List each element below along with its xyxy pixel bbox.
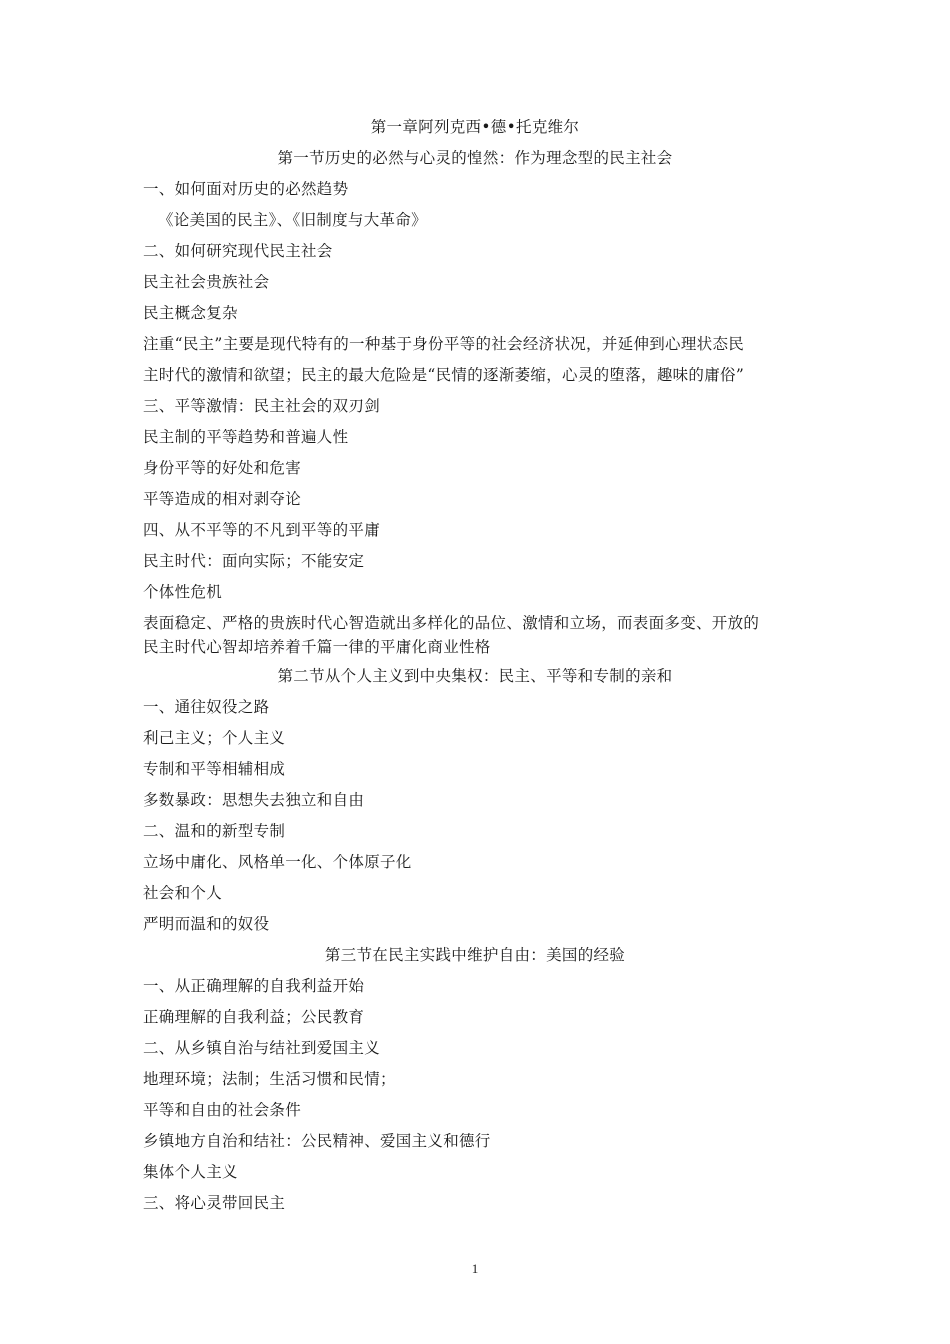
chapter-title: 第一章阿列克西•德•托克维尔: [370, 118, 580, 136]
text-line: 民主概念复杂: [143, 304, 238, 322]
outline-heading: 一、通往奴役之路: [143, 698, 270, 716]
paragraph-line: 主时代的激情和欲望；民主的最大危险是“民情的逐渐萎缩，心灵的堕落，趣味的庸俗”: [143, 366, 745, 384]
text-line: 地理环境；法制；生活习惯和民情；: [143, 1070, 396, 1088]
page-number: 1: [471, 1261, 479, 1276]
section-title: 第二节从个人主义到中央集权：民主、平等和专制的亲和: [277, 667, 673, 685]
text-line: 平等和自由的社会条件: [143, 1101, 302, 1119]
text-line: 社会和个人: [143, 884, 223, 902]
text-line: 民主时代：面向实际；不能安定: [143, 552, 365, 570]
outline-heading: 一、如何面对历史的必然趋势: [143, 180, 349, 198]
paragraph-line: 注重“民主”主要是现代特有的一种基于身份平等的社会经济状况，并延伸到心理状态民: [143, 335, 745, 353]
text-line: 专制和平等相辅相成: [143, 760, 286, 778]
text-line: 乡镇地方自治和结社：公民精神、爱国主义和德行: [143, 1132, 491, 1150]
section-title: 第三节在民主实践中维护自由：美国的经验: [324, 946, 626, 964]
text-line: 民主社会贵族社会: [143, 273, 270, 291]
outline-heading: 二、从乡镇自治与结社到爱国主义: [143, 1039, 381, 1057]
text-line: 严明而温和的奴役: [143, 915, 270, 933]
section-title: 第一节历史的必然与心灵的惶然：作为理念型的民主社会: [277, 149, 673, 167]
text-line: 个体性危机: [143, 583, 223, 601]
text-line: 多数暴政：思想失去独立和自由: [143, 791, 365, 809]
outline-heading: 一、从正确理解的自我利益开始: [143, 977, 365, 995]
text-line: 正确理解的自我利益；公民教育: [143, 1008, 365, 1026]
text-line: 平等造成的相对剥夺论: [143, 490, 302, 508]
text-line: 集体个人主义: [143, 1163, 238, 1181]
text-line: 民主制的平等趋势和普遍人性: [143, 428, 349, 446]
outline-heading: 四、从不平等的不凡到平等的平庸: [143, 521, 381, 539]
text-line: 立场中庸化、风格单一化、个体原子化: [143, 853, 412, 871]
outline-heading: 三、平等激情：民主社会的双刃剑: [143, 397, 381, 415]
outline-heading: 二、温和的新型专制: [143, 822, 286, 840]
text-line: 《论美国的民主》、《旧制度与大革命》: [158, 211, 427, 229]
outline-heading: 二、如何研究现代民主社会: [143, 242, 333, 260]
text-line: 身份平等的好处和危害: [143, 459, 302, 477]
paragraph-line: 民主时代心智却培养着千篇一律的平庸化商业性格: [143, 638, 491, 656]
text-line: 利己主义；个人主义: [143, 729, 286, 747]
paragraph-line: 表面稳定、严格的贵族时代心智造就出多样化的品位、激情和立场，而表面多变、开放的: [143, 614, 760, 632]
outline-heading: 三、将心灵带回民主: [143, 1194, 286, 1212]
